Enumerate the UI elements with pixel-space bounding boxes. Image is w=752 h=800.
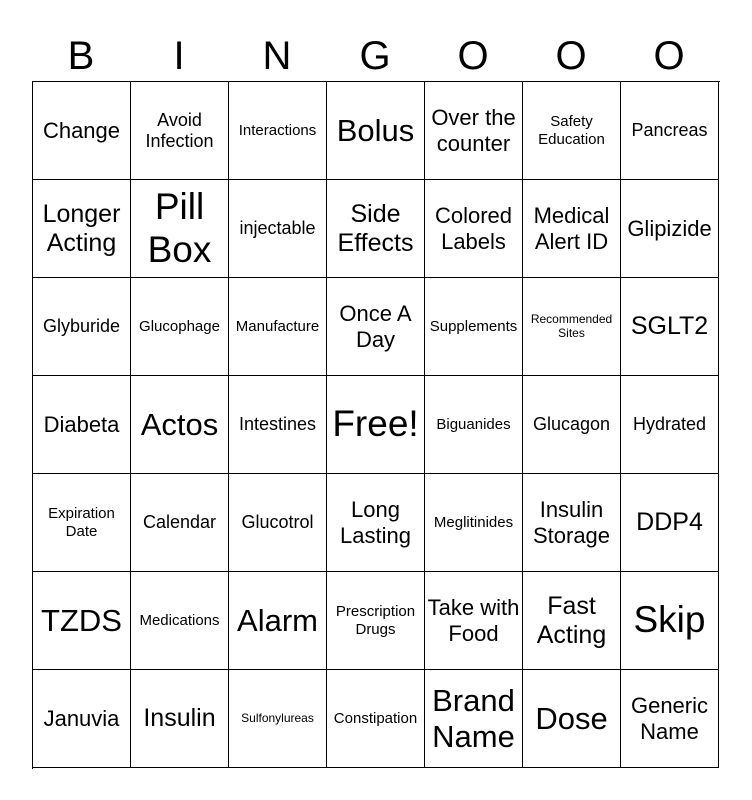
bingo-cell: Glucophage	[131, 278, 229, 376]
bingo-cell: SGLT2	[621, 278, 719, 376]
bingo-cell: Dose	[523, 670, 621, 768]
bingo-cell: Glipizide	[621, 180, 719, 278]
bingo-cell: Prescription Drugs	[327, 572, 425, 670]
bingo-cell: Alarm	[229, 572, 327, 670]
header-letter: G	[359, 34, 391, 78]
bingo-cell: Longer Acting	[33, 180, 131, 278]
bingo-cell: Change	[33, 82, 131, 180]
bingo-cell: Pancreas	[621, 82, 719, 180]
bingo-cell: Bolus	[327, 82, 425, 180]
bingo-cell: TZDS	[33, 572, 131, 670]
bingo-cell: Over the counter	[425, 82, 523, 180]
bingo-cell: Colored Labels	[425, 180, 523, 278]
bingo-cell: Manufacture	[229, 278, 327, 376]
bingo-cell: Expiration Date	[33, 474, 131, 572]
bingo-header	[32, 30, 718, 82]
bingo-cell: Glucagon	[523, 376, 621, 474]
bingo-cell: Sulfonylureas	[229, 670, 327, 768]
bingo-cell: Januvia	[33, 670, 131, 768]
bingo-cell: Recommended Sites	[523, 278, 621, 376]
bingo-cell: Side Effects	[327, 180, 425, 278]
bingo-cell: Meglitinides	[425, 474, 523, 572]
header-letter: I	[173, 34, 185, 78]
bingo-cell: Generic Name	[621, 670, 719, 768]
bingo-cell: Medications	[131, 572, 229, 670]
bingo-cell: Actos	[131, 376, 229, 474]
bingo-cell: Long Lasting	[327, 474, 425, 572]
bingo-cell: Take with Food	[425, 572, 523, 670]
bingo-cell: Safety Education	[523, 82, 621, 180]
bingo-cell: injectable	[229, 180, 327, 278]
bingo-cell: Biguanides	[425, 376, 523, 474]
bingo-cell: Constipation	[327, 670, 425, 768]
header-letter: N	[262, 34, 292, 78]
bingo-cell: Supplements	[425, 278, 523, 376]
bingo-cell: Insulin Storage	[523, 474, 621, 572]
bingo-cell: Free!	[327, 376, 425, 474]
bingo-cell: Intestines	[229, 376, 327, 474]
bingo-cell: Glucotrol	[229, 474, 327, 572]
bingo-cell: Avoid Infection	[131, 82, 229, 180]
bingo-cell: Interactions	[229, 82, 327, 180]
bingo-cell: Pill Box	[131, 180, 229, 278]
header-letter: B	[67, 34, 95, 78]
bingo-cell: Hydrated	[621, 376, 719, 474]
bingo-cell: Fast Acting	[523, 572, 621, 670]
bingo-cell: Once A Day	[327, 278, 425, 376]
bingo-cell: Brand Name	[425, 670, 523, 768]
bingo-cell: Skip	[621, 572, 719, 670]
bingo-cell: Calendar	[131, 474, 229, 572]
bingo-cell: Medical Alert ID	[523, 180, 621, 278]
header-letter: O	[653, 34, 685, 78]
bingo-grid	[32, 81, 720, 769]
header-letter: O	[457, 34, 489, 78]
bingo-cell: Glyburide	[33, 278, 131, 376]
bingo-cell: Diabeta	[33, 376, 131, 474]
header-letter: O	[555, 34, 587, 78]
bingo-cell: Insulin	[131, 670, 229, 768]
bingo-cell: DDP4	[621, 474, 719, 572]
